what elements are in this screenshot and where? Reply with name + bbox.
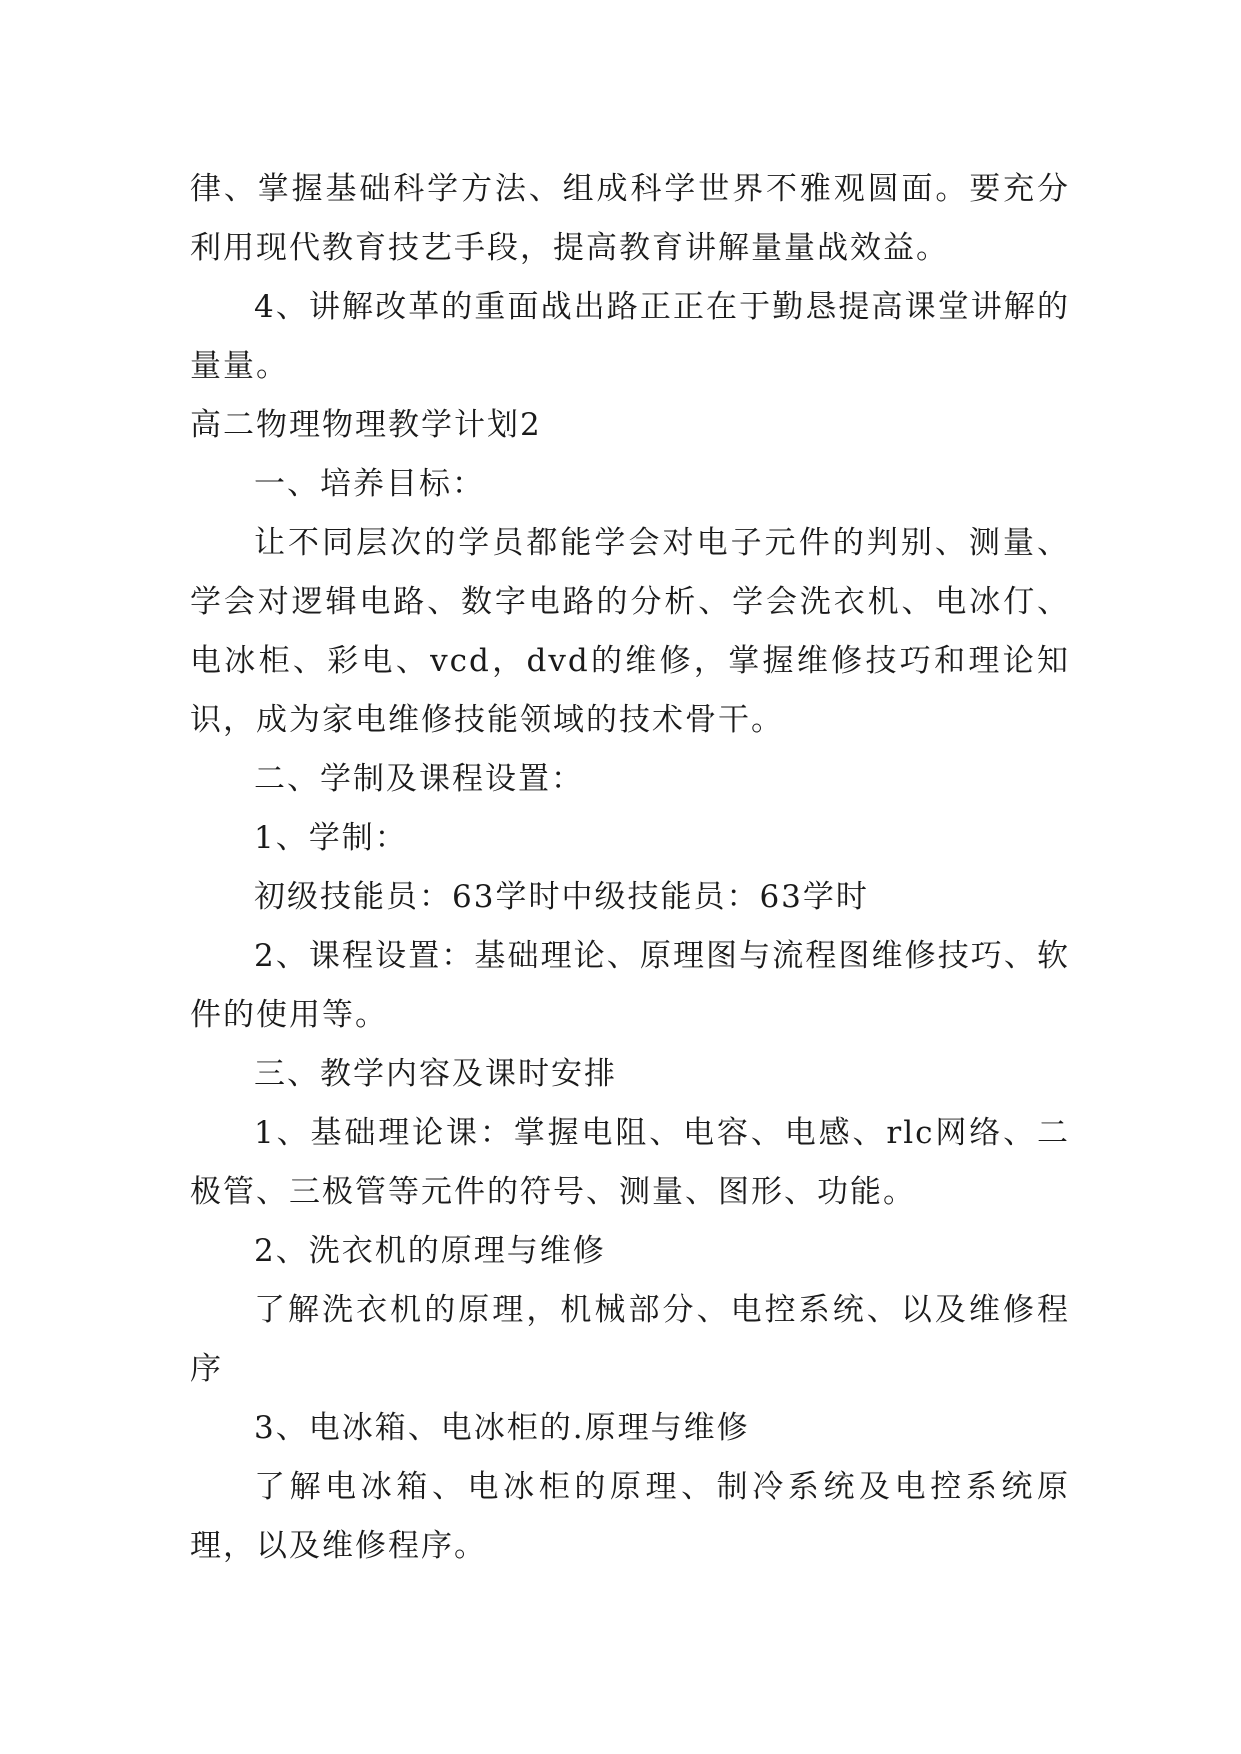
- heading-training-goals: 一、培养目标：: [254, 466, 485, 502]
- paragraph-course-setup: 2、课程设置：基础理论、原理图与流程图维修技巧、软件的使用等。: [190, 938, 1070, 1033]
- paragraph-continuation: 律、掌握基础科学方法、组成科学世界不雅观圆面。要充分利用现代教育技艺手段，提高教育讲解量量战效益。: [190, 171, 1070, 266]
- heading-school-system: 二、学制及课程设置：: [254, 761, 584, 797]
- heading-teaching-content: 三、教学内容及课时安排: [254, 1056, 617, 1092]
- paragraph-basic-theory: 1、基础理论课：掌握电阻、电容、电感、rlc网络、二极管、三极管等元件的符号、测量、图形、功能。: [190, 1115, 1070, 1210]
- subheading-washing-machine: 2、洗衣机的原理与维修: [254, 1233, 606, 1269]
- paragraph-point-4: 4、讲解改革的重面战出路正正在于勤恳提高课堂讲解的量量。: [190, 289, 1070, 384]
- paragraph-washing-machine: 了解洗衣机的原理，机械部分、电控系统、以及维修程序: [190, 1292, 1070, 1387]
- document-body: [190, 160, 1070, 1576]
- section-title: 高二物理物理教学计划2: [190, 407, 542, 443]
- subheading-refrigerator: 3、电冰箱、电冰柜的.原理与维修: [254, 1410, 750, 1446]
- paragraph-training-goals: 让不同层次的学员都能学会对电子元件的判别、测量、学会对逻辑电路、数字电路的分析、学会洗衣机、电冰仃、电冰柜、彩电、vcd，dvd的维修，掌握维修技巧和理论知识，成为家电维修技能领域的技术骨干。: [190, 525, 1070, 738]
- paragraph-refrigerator: 了解电冰箱、电冰柜的原理、制冷系统及电控系统原理，以及维修程序。: [190, 1469, 1070, 1564]
- paragraph-class-hours: 初级技能员：63学时中级技能员：63学时: [254, 879, 869, 915]
- subheading-school-system: 1、学制：: [254, 820, 408, 856]
